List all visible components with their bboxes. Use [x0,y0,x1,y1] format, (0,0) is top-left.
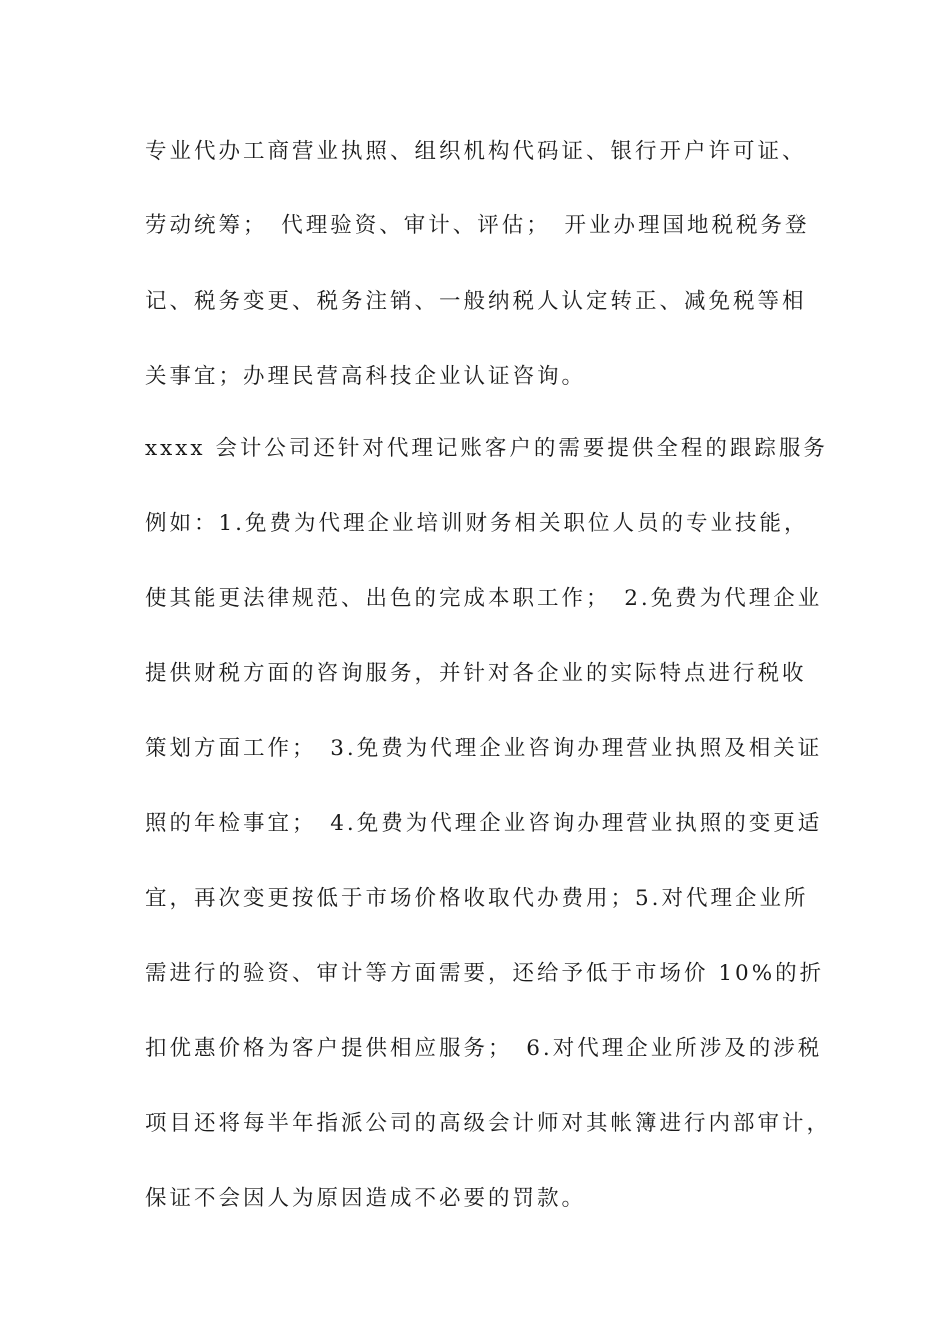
text-line: 劳动统筹； 代理验资、审计、评估； 开业办理国地税税务登 [145,213,810,238]
text-line: 使其能更法律规范、出色的完成本职工作； 2.免费为代理企业 [145,586,823,611]
text-line: 提供财税方面的咨询服务，并针对各企业的实际特点进行税收 [145,661,807,686]
text-line: 关事宜；办理民营高科技企业认证咨询。 [145,364,587,389]
text-line: 照的年检事宜； 4.免费为代理企业咨询办理营业执照的变更适 [145,811,823,836]
text-line: 宜，再次变更按低于市场价格收取代办费用；5.对代理企业所 [145,886,809,911]
text-line: 策划方面工作； 3.免费为代理企业咨询办理营业执照及相关证 [145,736,823,761]
text-line: 例如：1.免费为代理企业培训财务相关职位人员的专业技能， [145,511,809,536]
text-line: 记、税务变更、税务注销、一般纳税人认定转正、减免税等相 [145,289,807,314]
text-line: 保证不会因人为原因造成不必要的罚款。 [145,1186,587,1211]
text-line: 扣优惠价格为客户提供相应服务； 6.对代理企业所涉及的涉税 [145,1036,823,1061]
text-line: xxxx 会计公司还针对代理记账客户的需要提供全程的跟踪服务 [145,436,828,461]
text-line: 项目还将每半年指派公司的高级会计师对其帐簿进行内部审计， [145,1111,832,1136]
text-line: 需进行的验资、审计等方面需要，还给予低于市场价 10%的折 [145,961,825,986]
text-line: 专业代办工商营业执照、组织机构代码证、银行开户许可证、 [145,139,807,164]
